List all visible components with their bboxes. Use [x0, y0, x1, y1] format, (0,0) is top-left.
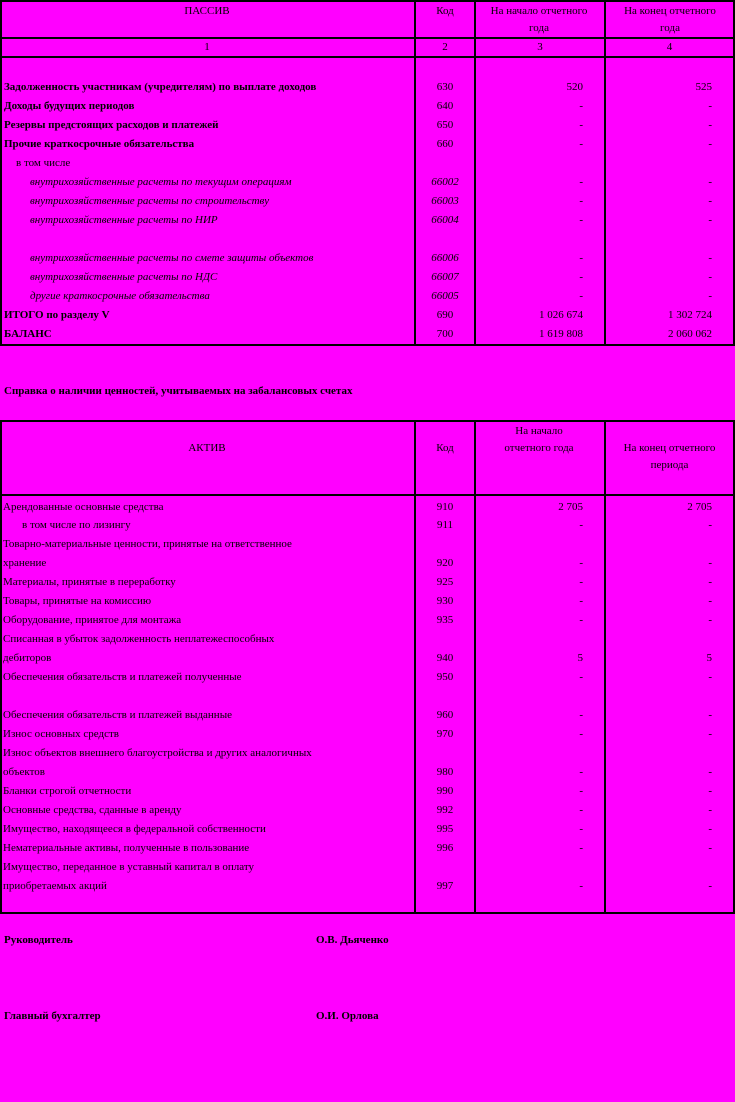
row-code: 980 — [436, 766, 454, 778]
row-start: - — [579, 804, 583, 816]
row-name: объектов — [3, 766, 45, 778]
row-start: - — [579, 823, 583, 835]
row-name: Износ объектов внешнего благоустройства и других аналогичных — [3, 747, 312, 759]
spravka-title: Справка о наличии ценностей, учитываемых на забалансовых счетах — [4, 385, 353, 397]
aktiv-header-start: На начало отчетного года — [504, 425, 574, 454]
row-name: внутрихозяйственные расчеты по смете защиты объектов — [30, 252, 314, 264]
accountant-name: О.И. Орлова — [316, 1010, 379, 1022]
row-start: - — [579, 100, 583, 112]
row-code: 992 — [436, 804, 454, 816]
row-name: приобретаемых акций — [3, 880, 107, 892]
row-start: - — [579, 766, 583, 778]
row-name: Материалы, принятые в переработку — [3, 576, 176, 588]
row-code: 990 — [436, 785, 454, 797]
divider — [414, 420, 416, 914]
row-code: 935 — [436, 614, 454, 626]
row-name: Прочие краткосрочные обязательства — [4, 138, 195, 150]
row-code: 911 — [436, 519, 454, 531]
row-start: - — [579, 195, 583, 207]
row-end: - — [708, 557, 712, 569]
row-start: - — [579, 576, 583, 588]
row-code: 940 — [436, 652, 454, 664]
row-name: в том числе по лизингу — [22, 519, 131, 531]
row-end: 2 060 062 — [668, 328, 712, 340]
row-start: - — [579, 519, 583, 531]
row-code: 950 — [436, 671, 454, 683]
row-code: 66007 — [431, 271, 459, 283]
row-name: Бланки строгой отчетности — [3, 785, 132, 797]
row-name: хранение — [3, 557, 47, 569]
row-name: Обеспечения обязательств и платежей выданные — [3, 709, 232, 721]
row-code: 910 — [436, 501, 454, 513]
passiv-header-name: ПАССИВ — [184, 5, 230, 17]
row-name: внутрихозяйственные расчеты по НИР — [30, 214, 218, 226]
col-num-3: 3 — [537, 41, 543, 53]
row-code: 66004 — [431, 214, 459, 226]
row-name: Задолженность участникам (учредителям) по выплате доходов — [4, 81, 317, 93]
row-code: 995 — [436, 823, 454, 835]
row-name: БАЛАНС — [4, 328, 52, 340]
row-code: 930 — [436, 595, 454, 607]
row-start: 1 026 674 — [539, 309, 583, 321]
row-end: - — [708, 252, 712, 264]
accountant-label: Главный бухгалтер — [4, 1010, 101, 1022]
divider — [604, 420, 606, 914]
row-start: 1 619 808 — [539, 328, 583, 340]
row-name: Оборудование, принятое для монтажа — [3, 614, 182, 626]
row-name: Резервы предстоящих расходов и платежей — [4, 119, 219, 131]
divider — [0, 37, 735, 39]
row-start: - — [579, 119, 583, 131]
row-name: дебиторов — [3, 652, 52, 664]
row-name: Обеспечения обязательств и платежей полученные — [3, 671, 242, 683]
row-end: - — [708, 842, 712, 854]
row-name: Имущество, переданное в уставный капитал в оплату — [3, 861, 255, 873]
row-end: - — [708, 880, 712, 892]
row-code: 960 — [436, 709, 454, 721]
col-num-2: 2 — [442, 41, 448, 53]
row-end: - — [708, 290, 712, 302]
row-start: - — [579, 709, 583, 721]
row-name: ИТОГО по разделу V — [4, 309, 110, 321]
col-num-4: 4 — [666, 41, 673, 53]
row-name: Арендованные основные средства — [3, 501, 164, 513]
row-name: Основные средства, сданные в аренду — [3, 804, 182, 816]
row-code: 925 — [436, 576, 454, 588]
row-end: - — [708, 614, 712, 626]
divider — [474, 420, 476, 914]
row-name: внутрихозяйственные расчеты по строительству — [30, 195, 270, 207]
row-name: Товарно-материальные ценности, принятые на ответственное — [3, 538, 292, 550]
row-end: 2 705 — [687, 501, 712, 513]
row-end: - — [708, 709, 712, 721]
row-code: 630 — [436, 81, 454, 93]
head-name: О.В. Дьяченко — [316, 934, 389, 946]
col-num-1: 1 — [204, 41, 210, 53]
row-code: 66002 — [431, 176, 459, 188]
row-end: - — [708, 576, 712, 588]
head-label: Руководитель — [4, 934, 73, 946]
row-name: Товары, принятые на комиссию — [3, 595, 152, 607]
row-start: - — [579, 214, 583, 226]
row-end: - — [708, 100, 712, 112]
row-end: - — [708, 271, 712, 283]
aktiv-header-name: АКТИВ — [188, 442, 226, 454]
row-code: 920 — [436, 557, 454, 569]
passiv-header-end: На конец отчетного года — [624, 5, 716, 34]
row-end: 525 — [695, 81, 712, 93]
row-end: - — [708, 119, 712, 131]
row-end: - — [708, 138, 712, 150]
row-end: - — [708, 519, 712, 531]
row-name: Нематериальные активы, полученные в пользование — [3, 842, 250, 854]
row-end: - — [708, 595, 712, 607]
row-end: - — [708, 214, 712, 226]
aktiv-header-code: Код — [436, 442, 454, 454]
row-end: - — [708, 804, 712, 816]
passiv-header-code: Код — [436, 5, 454, 17]
row-start: - — [579, 252, 583, 264]
row-code: 66003 — [431, 195, 459, 207]
row-start: 5 — [577, 652, 583, 664]
row-code: 690 — [436, 309, 454, 321]
row-name: внутрихозяйственные расчеты по текущим операциям — [30, 176, 292, 188]
row-end: - — [708, 195, 712, 207]
row-code: 660 — [436, 138, 454, 150]
row-name: внутрихозяйственные расчеты по НДС — [30, 271, 218, 283]
row-end: 5 — [706, 652, 712, 664]
row-end: - — [708, 728, 712, 740]
row-name: Списанная в убыток задолженность неплатежеспособных — [3, 633, 275, 645]
row-end: - — [708, 671, 712, 683]
row-start: - — [579, 557, 583, 569]
row-code: 66006 — [431, 252, 459, 264]
aktiv-header-end: На конец отчетного периода — [623, 442, 716, 471]
row-code: 640 — [436, 100, 454, 112]
row-start: - — [579, 671, 583, 683]
row-start: - — [579, 842, 583, 854]
row-code: 996 — [436, 842, 454, 854]
row-start: - — [579, 785, 583, 797]
row-start: - — [579, 880, 583, 892]
row-code: 66005 — [431, 290, 459, 302]
row-name: Имущество, находящееся в федеральной собственности — [3, 823, 266, 835]
row-end: - — [708, 766, 712, 778]
row-name: Доходы будущих периодов — [4, 100, 135, 112]
row-end: 1 302 724 — [668, 309, 712, 321]
row-end: - — [708, 823, 712, 835]
row-code: 650 — [436, 119, 454, 131]
row-start: - — [579, 271, 583, 283]
divider — [0, 494, 735, 496]
row-code: 700 — [436, 328, 454, 340]
row-start: - — [579, 595, 583, 607]
row-code: 970 — [436, 728, 454, 740]
row-end: - — [708, 785, 712, 797]
passiv-header-start: На начало отчетного года — [490, 5, 588, 34]
row-code: 997 — [436, 880, 454, 892]
row-start: - — [579, 138, 583, 150]
row-start: - — [579, 176, 583, 188]
row-start: 2 705 — [558, 501, 583, 513]
row-start: - — [579, 290, 583, 302]
row-name: в том числе — [16, 157, 71, 169]
row-name: Износ основных средств — [3, 728, 119, 740]
divider — [0, 56, 735, 58]
row-start: - — [579, 728, 583, 740]
row-end: - — [708, 176, 712, 188]
row-name: другие краткосрочные обязательства — [30, 290, 210, 302]
row-start: - — [579, 614, 583, 626]
row-start: 520 — [566, 81, 583, 93]
